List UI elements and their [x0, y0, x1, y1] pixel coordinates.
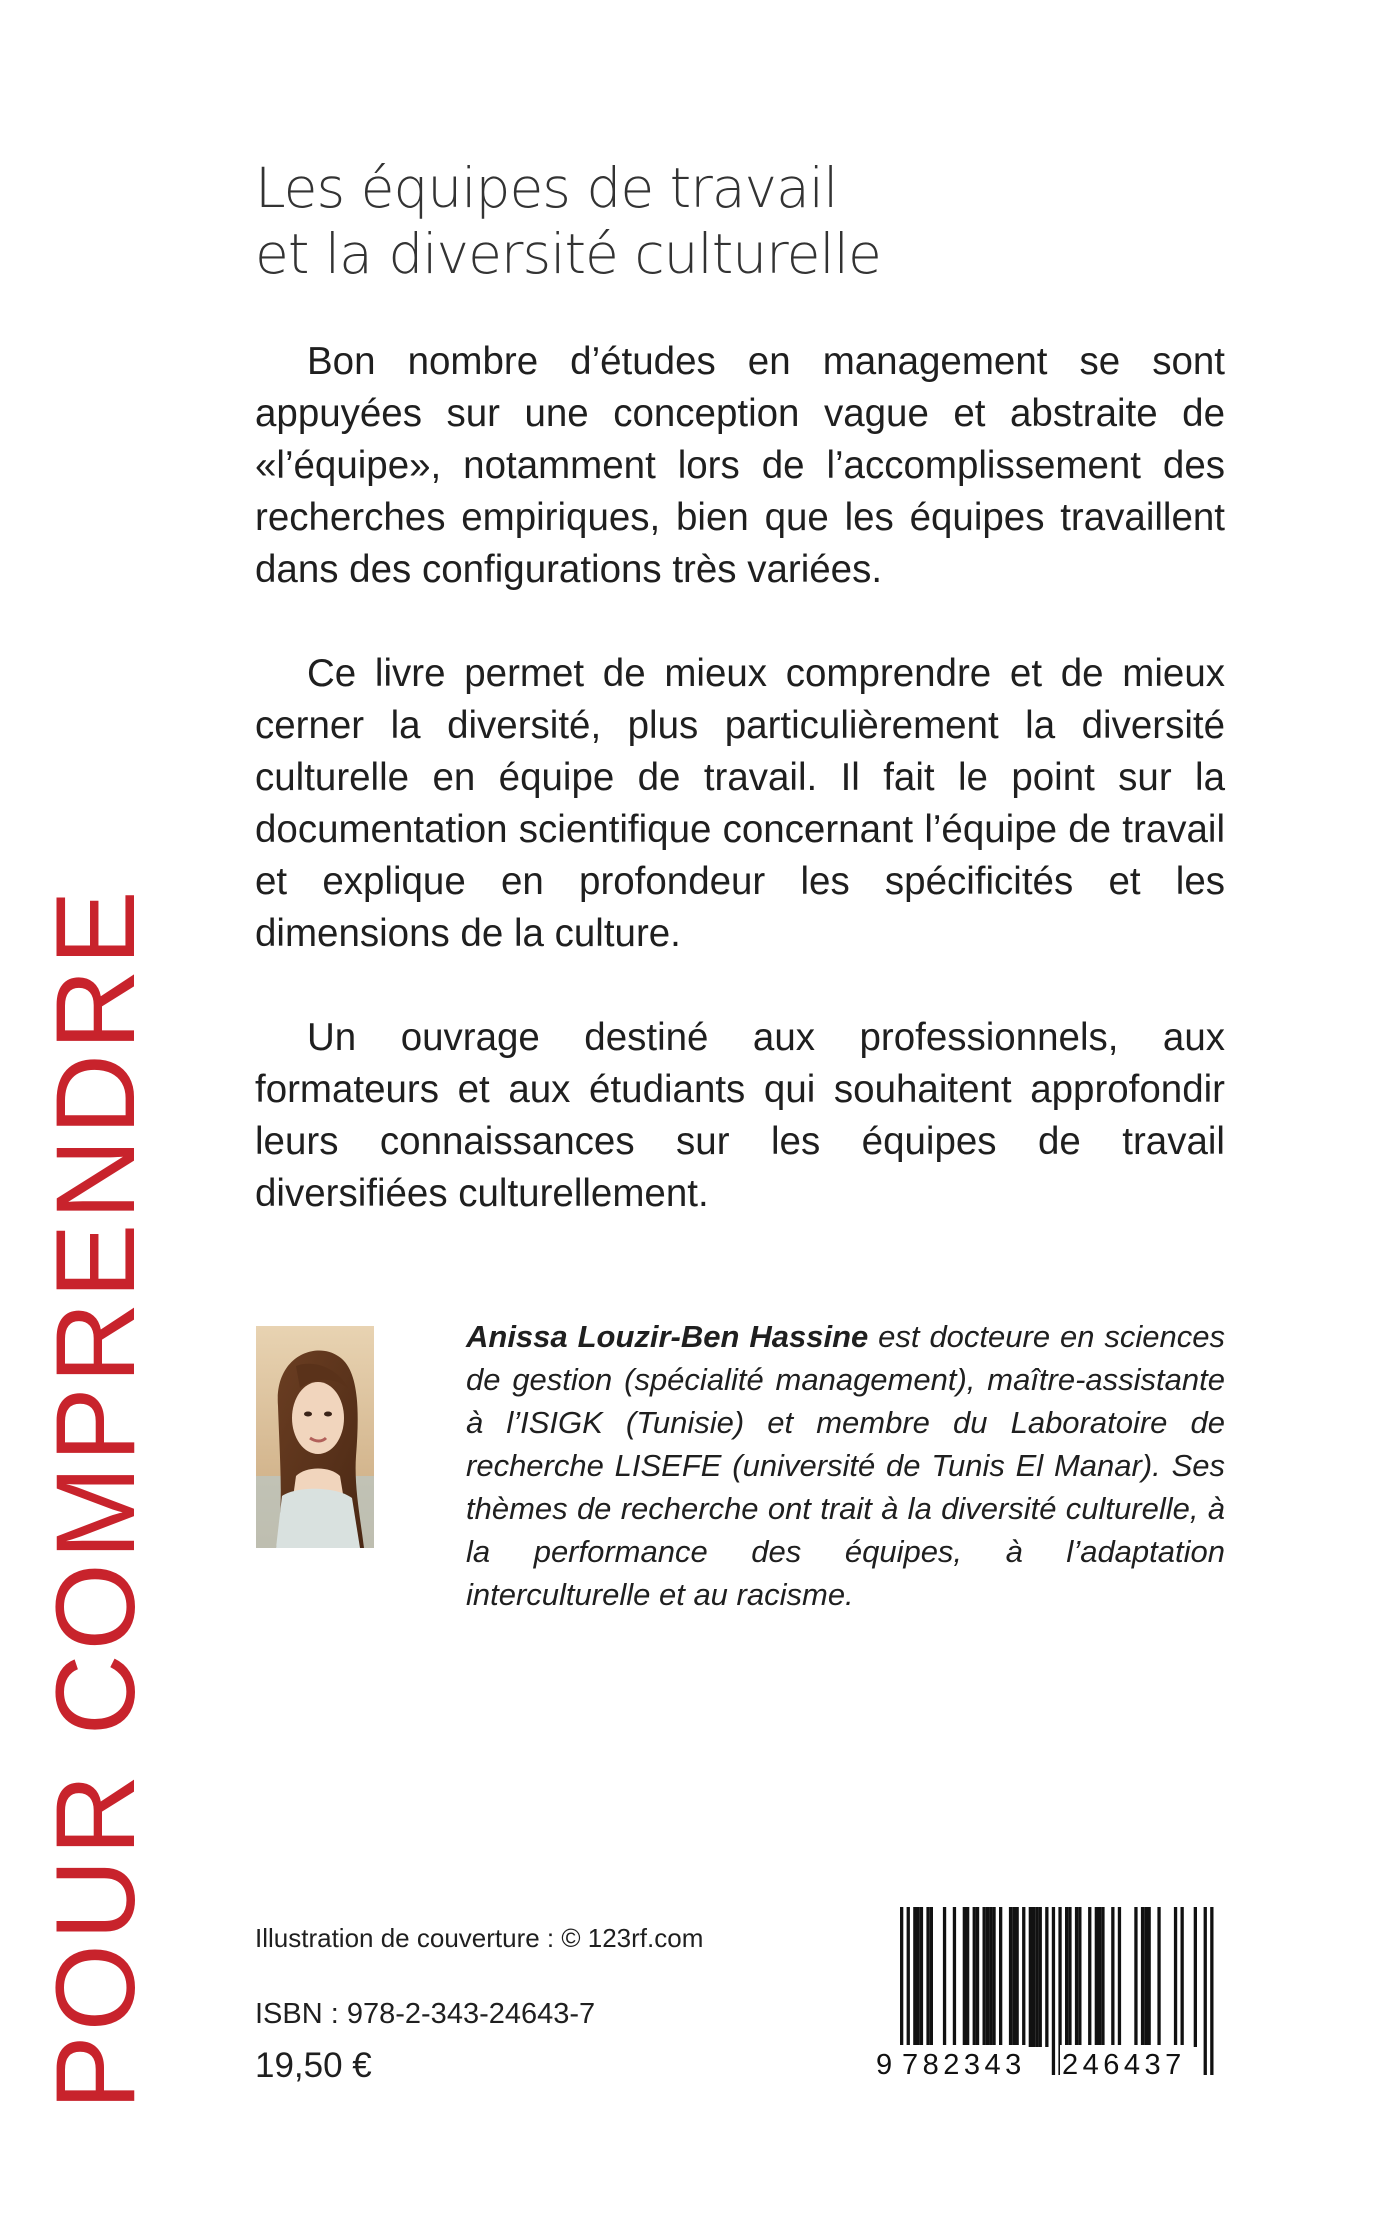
barcode-bar — [986, 1907, 989, 2047]
barcode-bar — [1045, 1907, 1048, 2047]
barcode-bar — [1111, 1907, 1114, 2047]
author-bio-text: est docteure en sciences de gestion (spécialité management), maître-assistante à l’ISIGK (Tunisie) et membre du Laboratoire de recherche LISEFE (université de Tunis El Manar). Ses thèmes de recherche ont trait à la diversité culturelle, à la performance des équipes, à l’adaptation interculturelle et au racisme. — [466, 1319, 1225, 1612]
barcode-bar — [1101, 1907, 1104, 2047]
isbn: ISBN : 978-2-343-24643-7 — [255, 1998, 596, 2030]
barcode-bar — [1095, 1907, 1098, 2047]
barcode-bar — [963, 1907, 966, 2047]
barcode-bar — [1012, 1907, 1015, 2047]
barcode-right-group: 246437 — [1060, 2045, 1188, 2085]
barcode-bar — [1157, 1907, 1160, 2047]
barcode-bar — [992, 1907, 995, 2047]
barcode-bar — [1181, 1907, 1184, 2047]
barcode-bar — [1194, 1907, 1197, 2047]
barcode-bar — [917, 1907, 920, 2047]
barcode-bar — [976, 1907, 979, 2047]
barcode — [874, 1907, 1224, 2083]
barcode-bar — [926, 1907, 929, 2047]
barcode-digits — [874, 2045, 1224, 2085]
barcode-bar — [1174, 1907, 1177, 2047]
barcode-bar — [1088, 1907, 1091, 2047]
description-paragraph-3: Un ouvrage destiné aux professionnels, aux formateurs et aux étudiants qui souhaitent approfondir leurs connaissances sur les équipes de travail diversifiées culturellement. — [255, 1016, 1225, 1215]
description-paragraph-2: Ce livre permet de mieux comprendre et de mieux cerner la diversité, plus particulièrement la diversité culturelle en équipe de travail. Il fait le point sur la documentation scientifique concernant l’équipe de travail et explique en profondeur les spécificités et les dimensions de la culture. — [255, 652, 1225, 955]
barcode-bar — [983, 1907, 986, 2047]
barcode-bar — [1029, 1907, 1032, 2047]
author-photo — [256, 1326, 374, 1548]
barcode-bar — [999, 1907, 1002, 2047]
description-paragraph-1: Bon nombre d’études en management se sont appuyées sur une conception vague et abstraite de «l’équipe», notamment lors de l’accomplissement des recherches empiriques, bien que les équipes travaillent dans des configurations très variées. — [255, 340, 1225, 591]
barcode-bar — [1075, 1907, 1078, 2047]
book-title — [255, 155, 1155, 287]
barcode-bar — [989, 1907, 992, 2047]
barcode-bar — [1148, 1907, 1151, 2047]
barcode-bar — [973, 1907, 976, 2047]
barcode-bar — [1009, 1907, 1012, 2047]
barcode-bar — [1134, 1907, 1137, 2047]
barcode-bar — [1039, 1907, 1042, 2047]
cover-illustration-credit: Illustration de couverture : © 123rf.com — [255, 1923, 704, 1953]
barcode-bar — [966, 1907, 969, 2047]
barcode-bar — [1016, 1907, 1019, 2047]
barcode-bar — [913, 1907, 916, 2047]
book-title-line-1: Les équipes de travail — [255, 155, 838, 220]
collection-name: POUR COMPRENDRE — [33, 886, 158, 2110]
book-title-line-2: et la diversité culturelle — [255, 221, 881, 286]
barcode-bar — [1065, 1907, 1068, 2047]
barcode-first-digit: 9 — [874, 2045, 899, 2085]
barcode-bar — [1144, 1907, 1147, 2047]
barcode-bar — [953, 1907, 956, 2047]
barcode-bar — [1141, 1907, 1144, 2047]
barcode-bar — [943, 1907, 946, 2047]
author-bio — [466, 1315, 1225, 1616]
barcode-bar — [920, 1907, 923, 2047]
barcode-bar — [1035, 1907, 1038, 2047]
barcode-bar — [1022, 1907, 1025, 2047]
barcode-bar — [1078, 1907, 1081, 2047]
barcode-bar — [930, 1907, 933, 2047]
author-name: Anissa Louzir-Ben Hassine — [466, 1319, 869, 1354]
price: 19,50 € — [255, 2046, 372, 2085]
barcode-bar — [1098, 1907, 1101, 2047]
barcode-bar — [1032, 1907, 1035, 2047]
author-portrait-icon — [256, 1326, 374, 1548]
barcode-bar — [1068, 1907, 1071, 2047]
barcode-left-group: 782343 — [900, 2045, 1028, 2085]
barcode-bar — [1118, 1907, 1121, 2047]
